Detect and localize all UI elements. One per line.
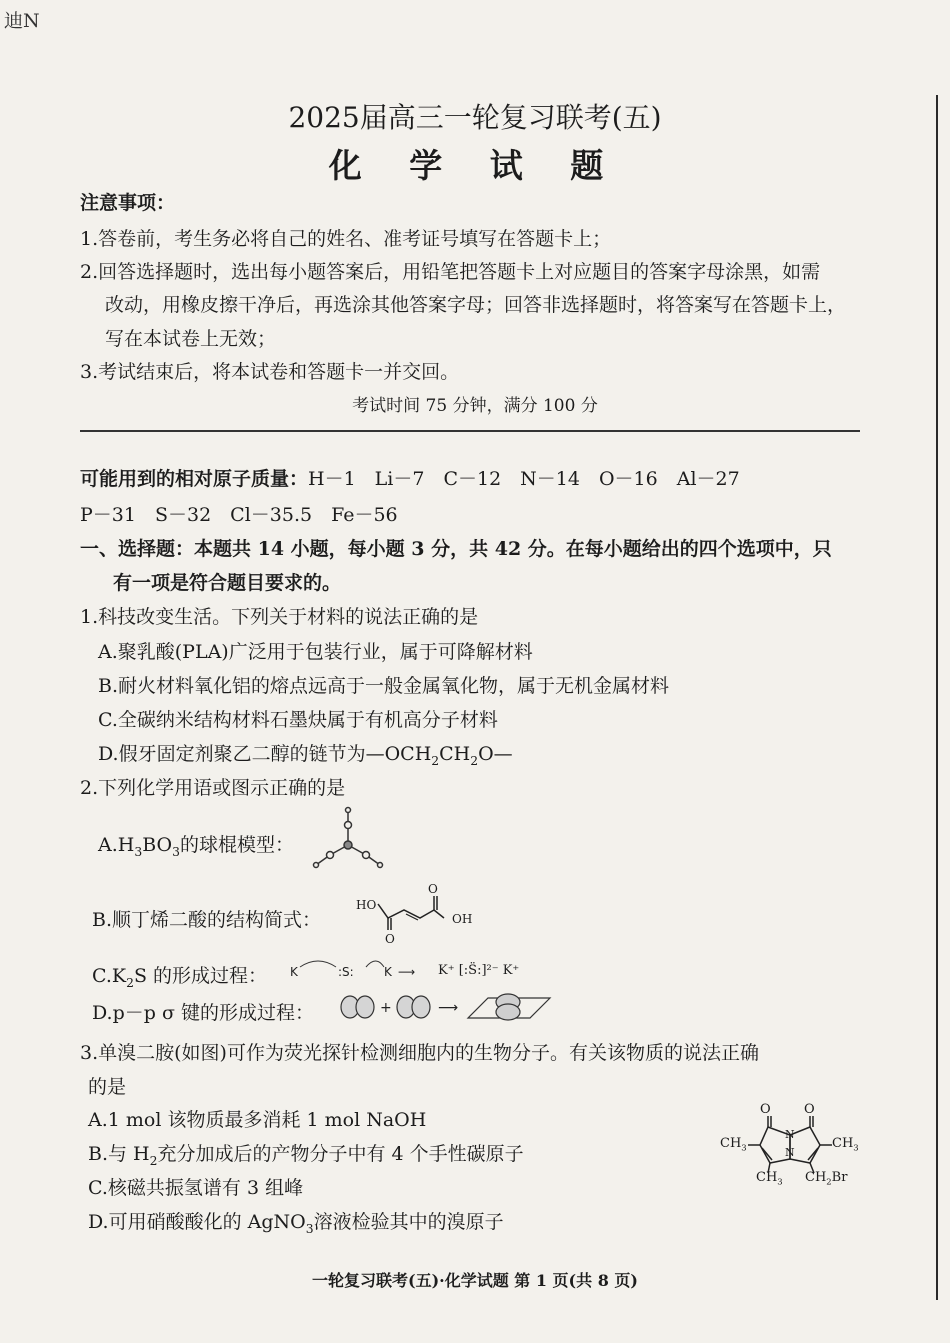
notice-item-3: 3.考试结束后，将本试卷和答题卡一并交回。 [80,361,460,383]
atomic-mass-label: 可能用到的相对原子质量： [80,468,309,490]
svg-text:+: + [380,1000,392,1016]
q2-option-d: D.p－p σ 键的形成过程： [92,1002,314,1024]
svg-text:K: K [290,965,298,979]
bimane-ch3-left: $CH_3$ [720,1136,747,1153]
q1-option-d: D.假牙固定剂聚乙二醇的链节为$—OCH_2CH_2O—$ [98,743,513,768]
q3-option-b: B.与 $H_2$充分加成后的产物分子中有 4 个手性碳原子 [88,1143,524,1168]
svg-text:⟶: ⟶ [438,1000,459,1016]
maleic-acid-structure [370,892,460,937]
corner-mark: 迪N [4,10,40,32]
svg-text:K: K [384,965,392,979]
maleic-acid-oh-label: OH [452,912,473,926]
notice-item-2-line-3: 写在本试卷上无效； [105,328,277,350]
k2s-product: K⁺ [:S̈:]²⁻ K⁺ [438,963,520,978]
svg-text:⟶: ⟶ [398,965,416,979]
ball-stick-model-image [310,805,385,875]
bimane-ch2br: $CH_2Br$ [805,1170,848,1187]
atomic-mass-line-2: P－31 S－32 Cl－35.5 Fe－56 [80,504,398,526]
page-edge-line [936,95,938,1300]
bimane-ch3-right: $CH_3$ [832,1136,859,1153]
maleic-acid-ho-label: HO [356,898,377,912]
notice-heading: 注意事项： [80,192,176,214]
bimane-structure [748,1115,838,1175]
exam-title: 2025届高三一轮复习联考(五) [288,101,662,134]
divider [80,430,860,432]
q2-option-c: $C.K_2S$ 的形成过程： [92,965,268,990]
bimane-n-bottom: N [785,1146,795,1159]
q3-stem-line-1: 3.单溴二胺(如图)可作为荧光探针检测细胞内的生物分子。有关该物质的说法正确 [80,1042,759,1064]
q2-option-a: $A.H_3BO_3$的球棍模型： [98,834,294,859]
page-footer: 一轮复习联考(五)·化学试题 第 1 页(共 8 页) [312,1271,638,1290]
q3-option-d: D.可用硝酸酸化的 AgNO$_3$溶液检验其中的溴原子 [88,1211,504,1236]
svg-text::S:: :S: [338,965,354,979]
q3-option-c: C.核磁共振氢谱有 3 组峰 [88,1177,304,1199]
q1-stem: 1.科技改变生活。下列关于材料的说法正确的是 [80,606,479,628]
sigma-bond-formation-diagram [338,990,553,1026]
q2-option-b: B.顺丁烯二酸的结构简式： [92,909,322,931]
notice-item-2-line-2: 改动，用橡皮擦干净后，再选涂其他答案字母；回答非选择题时，将答案写在答题卡上， [105,294,847,316]
bimane-o-right: O [804,1102,815,1117]
bimane-ch3-bottom: $CH_3$ [756,1170,783,1187]
q3-option-a: A.1 mol 该物质最多消耗 1 mol NaOH [88,1109,427,1131]
q3-stem-line-2: 的是 [88,1076,127,1098]
bimane-n-top: N [785,1128,795,1141]
maleic-acid-o-bottom: O [385,932,395,946]
atomic-mass-values-1: H－1 Li－7 C－12 N－14 O－16 Al－27 [308,468,740,490]
subject-title: 化 学 试 题 [328,146,622,185]
q1-option-a: A.聚乳酸(PLA)广泛用于包装行业，属于可降解材料 [98,641,533,663]
exam-time: 考试时间 75 分钟，满分 100 分 [352,396,598,416]
k2s-formation-diagram [288,955,448,987]
bimane-o-left: O [760,1102,771,1117]
q2-stem: 2.下列化学用语或图示正确的是 [80,777,346,799]
q1-option-c: C.全碳纳米结构材料石墨炔属于有机高分子材料 [98,709,498,731]
section-instructions-line-1: 一、选择题：本题共 14 小题，每小题 3 分，共 42 分。在每小题给出的四个选项中，只 [80,538,832,560]
section-instructions-line-2: 有一项是符合题目要求的。 [113,572,342,594]
maleic-acid-o-top: O [428,882,438,896]
atomic-mass-line-1 [80,464,740,491]
q1-option-b: B.耐火材料氧化铝的熔点远高于一般金属氧化物，属于无机金属材料 [98,675,670,697]
notice-item-2-line-1: 2.回答选择题时，选出每小题答案后，用铅笔把答题卡上对应题目的答案字母涂黑，如需 [80,261,821,283]
notice-item-1: 1.答卷前，考生务必将自己的姓名、准考证号填写在答题卡上； [80,228,612,250]
